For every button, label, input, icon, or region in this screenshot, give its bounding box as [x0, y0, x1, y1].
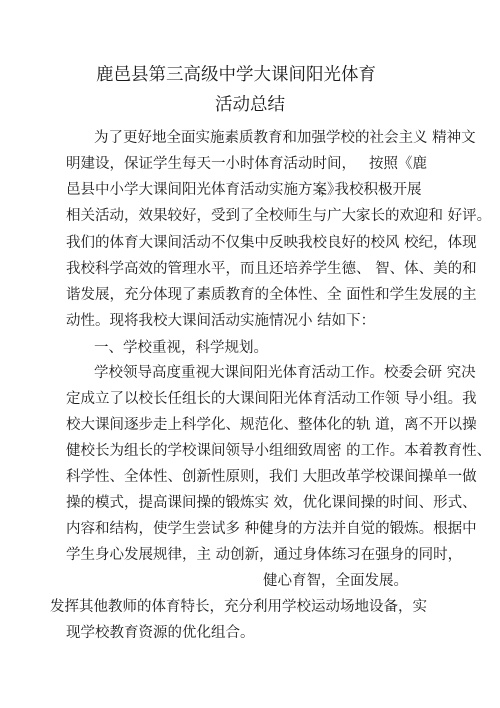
body-text-line: 科学性、全体性、创新性原则，我们 大胆改革学校课间操单一做: [66, 469, 477, 485]
body-text-line: 动性。现将我校大课间活动实施情况小 结如下：: [66, 313, 376, 329]
document-title-line2: 活动总结: [215, 95, 285, 115]
body-text-line: 定成立了以校长任组长的大课间阳光体育活动工作领 导小组。我: [66, 391, 477, 407]
body-text-line: 校大课间逐步走上科学化、规范化、整体化的轨 道，离不开以操: [66, 417, 477, 433]
body-text-line: 学校领导高度重视大课间阳光体育活动工作。校委会研 究决: [94, 365, 476, 381]
body-text-line: 健心育智，全面发展。: [263, 573, 408, 589]
section-heading: 一、学校重视，科学规划。: [94, 340, 268, 356]
body-text-line: 内容和结构，使学生尝试多 种健身的方法并自觉的锻炼。根据中: [66, 521, 477, 537]
body-text-line: 操的模式，提高课间操的锻炼实 效，优化课间操的时间、形式、: [66, 495, 477, 511]
body-text-line: 学生身心发展规律，主 动创新，通过身体练习在强身的同时，: [66, 547, 463, 563]
body-text-line: 现学校教育资源的优化组合。: [66, 625, 255, 641]
body-text-line: 按照《鹿: [369, 156, 427, 172]
body-text-line: 谐发展，充分体现了素质教育的全体性、全 面性和学生发展的主: [66, 287, 477, 303]
body-text-line: 相关活动，效果较好，受到了全校师生与广大家长的欢迎和 好评。: [66, 208, 492, 224]
body-text-line: 明建设，保证学生每天一小时体育活动时间，: [66, 156, 356, 172]
body-text-line: 我们的体育大课间活动不仅集中反映我校良好的校风 校纪，体现: [66, 235, 477, 251]
body-text-line: 为了更好地全面实施素质教育和加强学校的社会主义 精神文: [94, 130, 476, 146]
body-text-line: 我校科学高效的管理水平，而且还培养学生德、 智、体、美的和: [66, 261, 477, 277]
document-title-line1: 鹿邑县第三高级中学大课间阳光体育: [96, 65, 376, 85]
body-text-line: 健校长为组长的学校课间领导小组细致周密 的工作。本着教育性、: [66, 443, 492, 459]
body-text-line: 邑县中小学大课间阳光体育活动实施方案》: [66, 182, 342, 198]
body-text-line: ，我校积极开展: [320, 182, 422, 198]
body-text-line: 发挥其他教师的体育特长，充分利用学校运动场地设备，实: [50, 599, 427, 615]
